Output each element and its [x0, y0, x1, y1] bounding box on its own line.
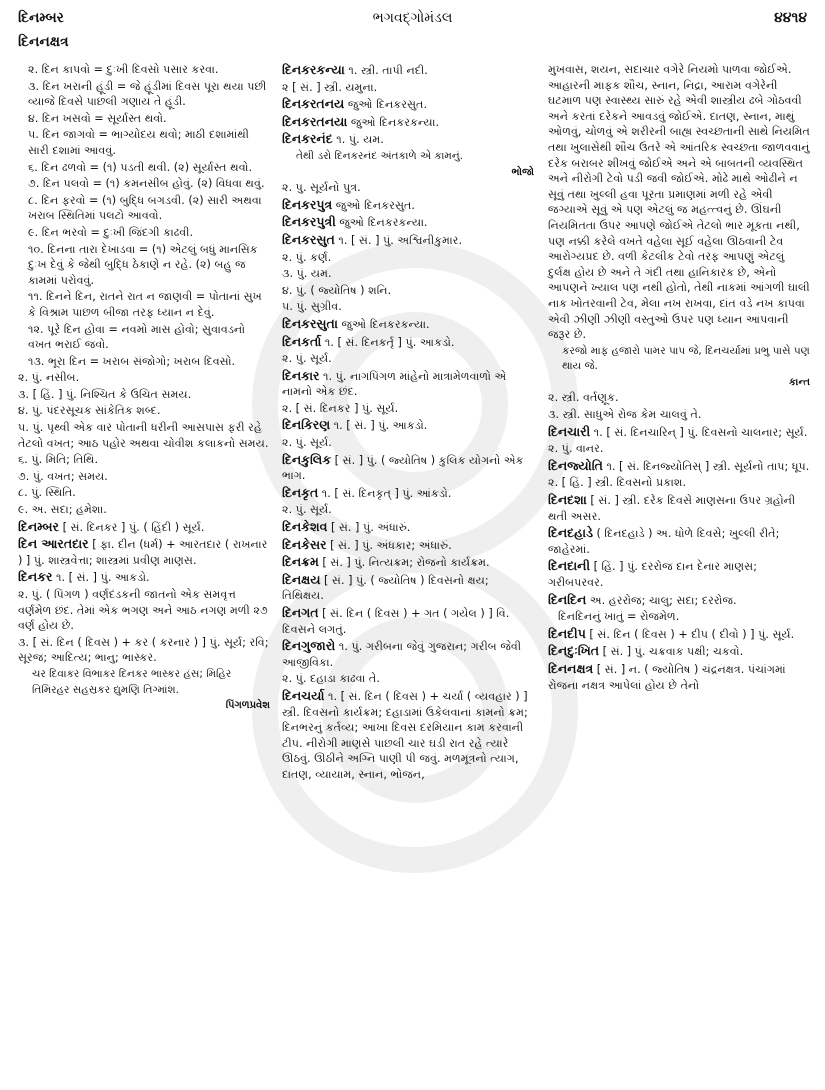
entry-headword: દિનદશા [548, 492, 587, 508]
dictionary-entry [282, 554, 534, 571]
entry-headword: દિનક્ષય [282, 571, 321, 587]
entry-definition: અ. હરરોજ; ચાલુ; સદા; દરરોજ. [586, 593, 737, 607]
column-1 [18, 62, 270, 714]
dictionary-entry [282, 334, 534, 351]
entry-definition: [ સં. દિન ( દિવસ ) + ગત ( ગયેલ ) ] વિ. દિવસને લગતું. [282, 607, 510, 636]
column-2 [282, 62, 534, 784]
entry-definition: [ સં. ] પું. ( જ્યોતિષ ) કુલિક યોગનો એક ભાગ. [282, 453, 524, 483]
idiom-line: ૪. દિન ખસવો = સૂર્યાસ્ત થવો. [28, 111, 167, 125]
entry-headword: દિનકરપુત્રી [282, 214, 336, 230]
entry-headword: દિનકુલિક [282, 451, 332, 467]
entry-headword: દિનદહાડે [548, 525, 593, 541]
entry-definition: [ સં. ] પું. અંધારું. [327, 521, 411, 535]
idiom-line: ૫. દિન જાગવો = ભાગ્યોદય થવો; માઠી દશામાંથી સારી દશામાં આવવું. [28, 128, 249, 157]
entry-headword: દિનક્રમ [282, 554, 319, 570]
entry-definition: ૧. [ સં. ] પું. આકડો. [52, 571, 150, 585]
sense-line: ૬. પું. મિતિ; તિથિ. [18, 453, 99, 467]
dictionary-entry [282, 214, 534, 231]
entry-headword: દિનદુઃખિત [548, 643, 600, 659]
quotation-author: ભોજો [511, 166, 534, 178]
idiom-line: ૧૩. ભૂરા દિન = ખરાબ સંજોગો; ખરાબ દિવસો. [28, 354, 236, 368]
sense-line: ૨. પું. વાનર. [548, 442, 604, 456]
idiom-line: ૯. દિન ભરવો = દુઃખી જિંદગી કાઢવી. [28, 225, 194, 239]
entry-definition: ૧. [ સં. દિનચારિન્ ] પું. દિવસનો ચાલનાર; સૂર્ય. [590, 425, 808, 439]
dictionary-entry [548, 661, 810, 693]
dictionary-entry [548, 592, 810, 609]
header-title: ભગવદ્ગોમંડલ [372, 10, 453, 26]
entry-headword: દિનકેશવ [282, 519, 328, 535]
idiom-line: ૬. દિન ઢળવો = (૧) પડતી થવી. (૨) સૂર્યાસ્ત થવો. [28, 160, 253, 174]
entry-definition: ૧. પું. ગરીબના જેવું ગુજરાન; ગરીબ જેવી આજીવિકા. [282, 640, 522, 669]
quotation-line: ચર દિવાકર વિભાકર દિનકર ભાસ્કર હંસ; મિહિર તિમિરહર સહસ્રકર દ્યુમણિ તિગ્માંશ. [32, 667, 232, 696]
sense-line: ૫. પું. સુગ્રીવ. [282, 300, 342, 314]
dictionary-entry [282, 232, 534, 249]
sense-line: ૩. પું. યમ. [282, 267, 332, 281]
entry-headword: દિનચારી [548, 423, 591, 439]
entry-headword: દિનગુજારો [282, 638, 336, 654]
sense-line: ૮. પું. સ્થિતિ. [18, 486, 76, 500]
entry-definition: જુઓ દિનકરકન્યા. [347, 115, 440, 129]
dictionary-entry [548, 424, 810, 441]
entry-headword: દિનદાની [548, 558, 591, 574]
entry-definition: [ સં. ] પું. નિત્યક્રમ; રોજનો કાર્યક્રમ. [318, 556, 490, 570]
sense-line: ૨. પું. નસીબ. [18, 371, 80, 385]
column-3 [548, 62, 810, 694]
entry-headword: દિનકિરણ [282, 417, 331, 433]
entry-headword: દિન આરતદાર [18, 536, 89, 552]
dictionary-entry [548, 626, 810, 643]
dictionary-entry [282, 62, 534, 79]
sense-line: ૭. પું. વખત; સમય. [18, 469, 108, 483]
entry-definition: જુઓ દિનકરકન્યા. [335, 216, 428, 230]
dictionary-entry [282, 485, 534, 502]
dictionary-entry [548, 458, 810, 475]
sense-line: ૨. પું. દહાડા કાઢવા તે. [282, 672, 380, 686]
entry-headword: દિનકરકન્યા [282, 62, 345, 77]
entry-headword: દિનકરપુત્ર [282, 196, 333, 212]
entry-headword: દિનકાર [282, 367, 320, 383]
sense-line: ૪. પું. પંદરસૂચક સાંકેતિક શબ્દ. [18, 404, 161, 418]
idiom-line: ૭. દિન પલવો = (૧) કમનસીબ હોવું. (૨) વિધવા થવું. [28, 177, 265, 191]
dictionary-entry [282, 452, 534, 484]
entry-headword: દિનકરનંદ [282, 131, 333, 147]
dictionary-entry [282, 114, 534, 131]
page-number: ૪૪૧૪ [774, 10, 807, 26]
entry-definition: [ સં. ] સ્ત્રી. દરેક દિવસે માણસના ઉપર ગ્રહોની થતી અસર. [548, 494, 796, 523]
entry-definition: [ સં. ] પું. અંધકાર; અંધારું. [326, 538, 452, 552]
sense-line: ૨. [ હિં. ] સ્ત્રી. દિવસનો પ્રકાશ. [548, 476, 687, 490]
dictionary-entry [548, 492, 810, 524]
quotation-line: કરજો માફ હજારો પામર પાપ જે, દિનચર્યામાં પ્રભુ પાસે પણ થાય જે. [562, 344, 810, 373]
dictionary-entry [282, 316, 534, 333]
entry-headword: દિનકર [18, 569, 53, 585]
entry-definition: ૧. [ સં. દિનકૃત્ ] પું. આંકડો. [318, 486, 452, 500]
entry-definition: ૧. [ સં. દિન ( દિવસ ) + ચર્યા ( વ્યવહાર ) ] સ્ત્રી. દિવસનો કાર્યક્રમ; દહાડામાં ઉકેલવાનાં કામનો ક્રમ; દિનભરનું કર્તવ્ય; આખા દિવસ દરમિયાન કામ કરવાની ટીપ. નીરોગી માણસે પાછલી ચાર ઘડી રાત રહે ત્યારે ઊઠવું. ઊઠીને અગ્નિ પાણી પી જવું. મળમૂત્રનો ત્યાગ, દાતણ, વ્યાયામ, સ્નાન, ભોજન, [282, 689, 528, 781]
entry-headword: દિનકરતનય [282, 96, 345, 112]
dictionary-entry [282, 572, 534, 604]
dictionary-entry [18, 519, 270, 536]
entry-headword: દિનજ્યોતિ [548, 457, 603, 473]
entry-definition: [ ફા. દીન (ધર્મ) + આરતદાર ( રાખનાર ) ] પું. શાસ્ત્રવેત્તા; શાસ્ત્રમાં પ્રવીણ માણસ. [18, 538, 268, 567]
sense-line: ૯. અ. સદા; હમેશા. [18, 503, 107, 517]
entry-definition: [ સં. દિનકર ] પું. ( હિંદી ) સૂર્ય. [59, 520, 205, 534]
sense-line: ૨. [ સં. દિનકર ] પું. સૂર્ય. [282, 401, 399, 415]
entry-headword: દિનકૃત [282, 484, 319, 500]
paragraph-text: મુખવાસ, શયન, સદાચાર વગેરે નિયમો પાળવા જોઈએ. આહારની માફક શૌચ, સ્નાન, નિદ્રા, આરામ વગેરેની ઘટમાળ પણ સ્વાસ્થ્ય સારું રહે એવી શાસ્ત્રીય ઢબે ગોઠવવી અને કરતાં દરેકને આવડવું જોઈએ. દાતણ, સ્નાન, માથું ઓળવું, ચોળવું એ શરીરની બાહ્ય સ્વચ્છતાની સાથે નિયમિત તથા ખુલાસેથી શૌચ ઉતરે એ આંતરિક સ્વચ્છતા જાળવવાનું દરેક બરાબર શીખવું જોઈએ અને એ બાબતની વ્યવસ્થિત અને નીરોગી ટેવો પડી જવી જોઈએ. મોઢે માથે ઓઢીને ન સૂવું તથા ખુલ્લી હવા પૂરતા પ્રમાણમાં મળી રહે એવી જગ્યાએ સૂવું એ પણ એટલું જ મહત્ત્વનું છે. ઊંઘની નિયમિતતા ઉપર આપણે જોઈએ તેટલો ભાર મૂકતા નથી, પણ નક્કી કરેલે વખતે વહેલા સૂઈ વહેલા ઊઠવાની ટેવ આરોગ્યપ્રદ છે. વળી કેટલીક ટેવો તરફ આપણું એટલું દુર્લક્ષ હોય છે અને તે ગંદી તથા હાનિકારક છે, એનો આપણને ખ્યાલ પણ નથી હોતો, તેથી નાકમાં આંગળી ઘાલી નાક ખોતરવાની ટેવ, મેલા નખ રાખવા, દાંત વડે નખ કાપવા એવી ઝીણી ઝીણી વસ્તુઓ ઉપર પણ ધ્યાન આપવાની જરૂર છે. [548, 63, 810, 342]
entry-definition: ૧. પું. યમ. [332, 133, 384, 147]
sense-line: ૨. પું. કર્ણ. [282, 250, 332, 264]
dictionary-entry [282, 519, 534, 536]
entry-definition: ૧. સ્ત્રી. તાપી નદી. [344, 64, 428, 77]
entry-headword: દિનકરતનયા [282, 113, 348, 129]
dictionary-entry [282, 688, 534, 783]
dictionary-entry [282, 417, 534, 434]
idiom-line: ૧૦. દિનના તારા દેખાડવા = (૧) એટલું બધું માનસિક દુઃખ દેવું કે જેથી બુદ્ધિ ઠેકાણે ન રહે. (૨) બહુ જ કામમાં પરોવવું. [28, 242, 258, 287]
dictionary-entry [282, 537, 534, 554]
dictionary-entry [282, 605, 534, 637]
entry-headword: દિનચર્યા [282, 687, 325, 703]
entry-definition: [ સં. ] પું. ( જ્યોતિષ ) દિવસનો ક્ષય; તિથિક્ષય. [282, 573, 489, 603]
header-last-word: દિનનક્ષત્ર [18, 34, 69, 50]
header-left-word: દિનમ્બર [18, 10, 64, 26]
sense-line: ૩. [ હિં. ] પું. નિશ્ચિત કે ઉચિત સમય. [18, 387, 192, 401]
idiom-line: ૧૨. પૂરે દિન હોવા = નવમો માસ હોવો; સુવાવડનો વખત ભરાઈ જવો. [28, 322, 246, 352]
entry-definition: જુઓ દિનકરસુત. [344, 98, 428, 112]
idiom-line: દિનદિનનું ખાતું = રોજમેળ. [558, 610, 680, 624]
entry-definition: જુઓ દિનકરકન્યા. [337, 317, 430, 331]
entry-headword: દિનનક્ષત્ર [548, 660, 594, 676]
idiom-line: ૮. દિન ફરવો = (૧) બુદ્ધિ બગડવી. (૨) સારી અથવા ખરાબ સ્થિતિમાં પલટો આવવો. [28, 193, 262, 223]
sense-line: ૪. પું. ( જ્યોતિષ ) શનિ. [282, 283, 392, 297]
quotation-line: તેથી ડરો દિનકરનંદ અંતકાળે એ કામનું. [296, 149, 463, 162]
idiom-line: ૧૧. દિનને દિન, રાતને રાત ન જાણવી = પોતાનાં સુખ કે વિશ્રામ પાછળ બીજા તરફ ધ્યાન ન દેવું. [28, 290, 262, 319]
entry-definition: ૧. પું. નાગપિંગળ માંહેનો માત્રામેળવાળો એ નામનો એક છંદ. [282, 369, 507, 399]
sense-line: ૩. સ્ત્રી. સાધુએ રોજ કેમ ચાલવું તે. [548, 408, 702, 422]
entry-headword: દિનકર્તા [282, 333, 322, 349]
dictionary-entry [548, 643, 810, 660]
entry-headword: દિનમ્બર [18, 518, 60, 534]
sense-line: ૨ [ સં. ] સ્ત્રી. યમુના. [282, 80, 378, 94]
sense-line: ૨. પું. ( પિંગળ ) વર્ણદંડકની જાતનો એક સમવૃત્ત વર્ણમેળ છંદ. તેમાં એક ભગણ અને આઠ નગણ મળી ૨૭ વર્ણ હોય છે. [18, 588, 268, 633]
dictionary-entry [18, 569, 270, 586]
dictionary-entry [282, 96, 534, 113]
sense-line: ૨. પું. સૂર્ય. [282, 352, 332, 366]
entry-headword: દિનકરસુત [282, 231, 335, 247]
entry-headword: દિનદીપ [548, 625, 586, 641]
sense-line: ૨. પુ. સૂર્યનો પુત્ર. [282, 181, 361, 195]
entry-definition: ૧. [ સં. દિનજ્યોતિસ્ ] સ્ત્રી. સૂર્યનો તાપ; ધૂપ. [602, 459, 810, 473]
entry-headword: દિનદિન [548, 591, 587, 607]
idiom-line: ૨. દિન કાપવો = દુઃખી દિવસો પસાર કરવા. [28, 63, 219, 76]
dictionary-entry [282, 638, 534, 670]
entry-definition: ( દિનદહાડે ) અ. ધોળે દિવસે; ખુલ્લી રીતે; જાહેરમાં. [548, 527, 780, 556]
entry-headword: દિનકરસુતા [282, 315, 338, 331]
entry-headword: દિનકેસર [282, 536, 327, 552]
entry-definition: [ સં. દિન ( દિવસ ) + દીપ ( દીવો ) ] પું. સૂર્ય. [585, 627, 795, 641]
entry-definition: જુઓ દિનકરસુત. [332, 198, 415, 212]
entry-definition: [ સં. ] પું. ચક્રવાક પક્ષી; ચકવો. [599, 645, 744, 659]
sense-line: ૨. સ્ત્રી. વર્તણૂક. [548, 391, 619, 405]
quotation-author: કાન્ત [788, 376, 810, 388]
sense-line: ૫. પું. પૃથ્વી એક વાર પોતાની ધરીની આસપાસ ફરી રહે તેટલો વખત; આઠ પહોર અથવા ચોવીશ કલાકનો સમય. [18, 421, 269, 450]
entry-definition: ૧. [ સં. ] પું. આકડો. [330, 419, 428, 433]
dictionary-entry [282, 197, 534, 214]
dictionary-entry [18, 536, 270, 568]
entry-definition: ૧. [ સં. ] પું. અશ્વિનીકુમાર. [334, 233, 463, 247]
entry-definition: [ હિં. ] પું. દરરોજ દાન દેનાર માણસ; ગરીબપરવર. [548, 560, 757, 589]
dictionary-entry [282, 131, 534, 148]
dictionary-entry [548, 558, 810, 590]
dictionary-entry [282, 368, 534, 400]
entry-definition: [ સં. ] ન. ( જ્યોતિષ ) ચંદ્રનક્ષત્ર. પંચાંગમાં રોજના નક્ષત્ર આપેલાં હોય છે તેનો [548, 662, 786, 692]
page-header [18, 10, 807, 34]
idiom-line: ૩. દિન ખરાની હૂંડી = જે હૂંડીમાં દિવસ પૂરા થયા પછી વ્યાજે દિવસે પાછલી ગણાય તે હૂંડી. [28, 79, 267, 109]
quotation-author: પિંગળપ્રવેશ [225, 700, 270, 712]
entry-definition: ૧. [ સં. દિનકર્તૃ ] પું. આકડો. [321, 335, 455, 349]
sense-line: ૩. [ સં. દિન ( દિવસ ) + કર ( કરનાર ) ] પું. સૂર્ય; રવિ; સૂરજ; આદિત્ય; ભાનુ; ભાસ્કર. [18, 635, 269, 665]
sense-line: ૨. પું. સૂર્ય. [282, 503, 332, 517]
dictionary-entry [548, 525, 810, 557]
sense-line: ૨. પું. સૂર્ય. [282, 436, 332, 450]
entry-headword: દિનગત [282, 605, 319, 620]
